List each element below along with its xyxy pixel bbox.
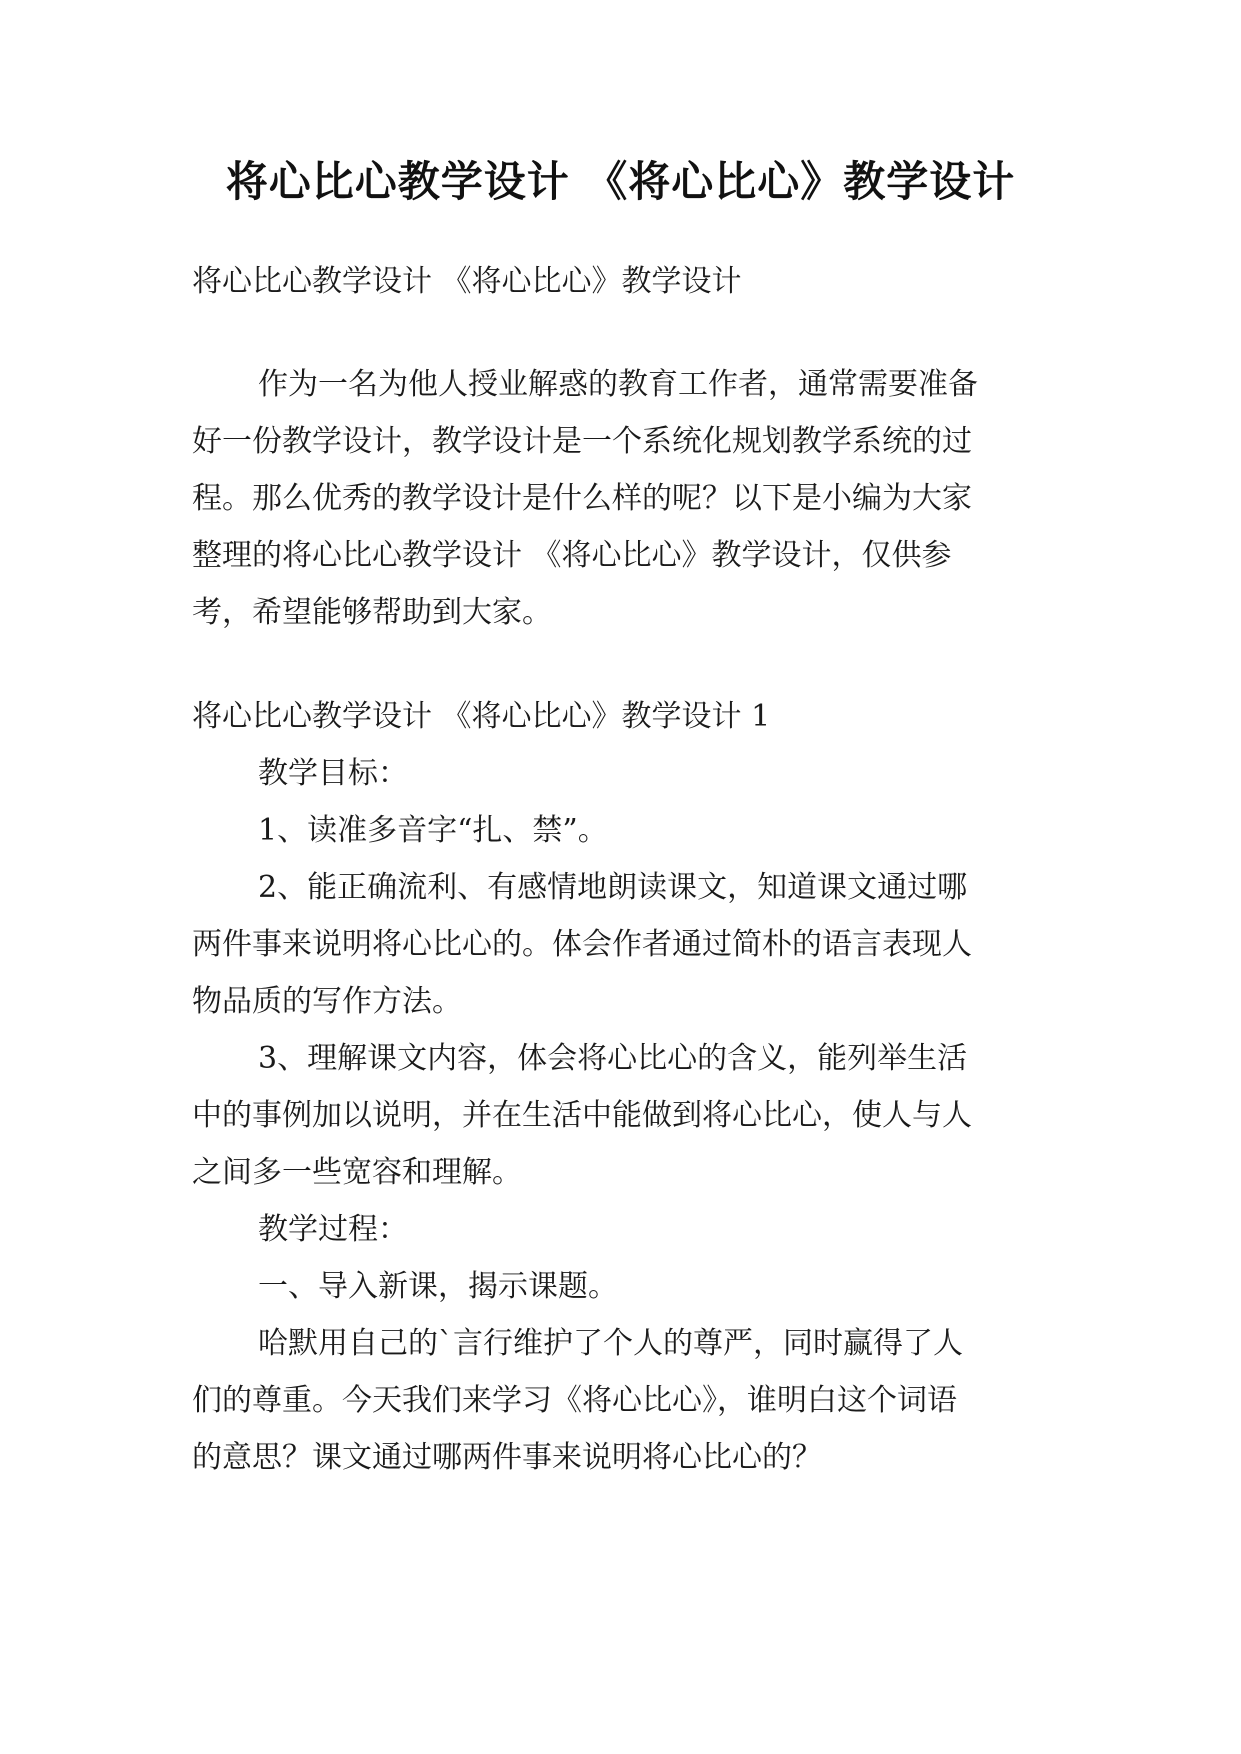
goal-item: 1、读准多音字“扎、禁”。 [258,813,608,848]
goal-item-line: 两件事来说明将心比心的。体会作者通过简朴的语言表现人 [192,927,972,962]
process-step: 一、导入新课，揭示课题。 [258,1269,618,1304]
goal-item: 2、能正确流利、有感情地朗读课文，知道课文通过哪 [258,870,968,905]
intro-line: 考，希望能够帮助到大家。 [192,595,552,630]
process-heading: 教学过程： [258,1212,408,1247]
step-paragraph-line: 的意思？课文通过哪两件事来说明将心比心的？ [192,1440,822,1475]
goal-item-line: 之间多一些宽容和理解。 [192,1155,522,1190]
step-paragraph-line: 哈默用自己的`言行维护了个人的尊严，同时赢得了人 [258,1326,963,1361]
goals-heading: 教学目标： [258,756,408,791]
document-subtitle: 将心比心教学设计 《将心比心》教学设计 [192,264,742,299]
intro-line: 作为一名为他人授业解惑的教育工作者，通常需要准备 [258,367,978,402]
section-heading: 将心比心教学设计 《将心比心》教学设计 1 [192,699,771,734]
goal-item-line: 物品质的写作方法。 [192,984,462,1019]
intro-line: 整理的将心比心教学设计 《将心比心》教学设计，仅供参 [192,538,952,573]
goal-item: 3、理解课文内容，体会将心比心的含义，能列举生活 [258,1041,968,1076]
step-paragraph-line: 们的尊重。今天我们来学习《将心比心》，谁明白这个词语 [192,1383,957,1418]
document-title: 将心比心教学设计 《将心比心》教学设计 [225,157,1016,206]
goal-item-line: 中的事例加以说明，并在生活中能做到将心比心，使人与人 [192,1098,972,1133]
intro-line: 程。那么优秀的教学设计是什么样的呢？以下是小编为大家 [192,481,972,516]
intro-line: 好一份教学设计，教学设计是一个系统化规划教学系统的过 [192,424,972,459]
